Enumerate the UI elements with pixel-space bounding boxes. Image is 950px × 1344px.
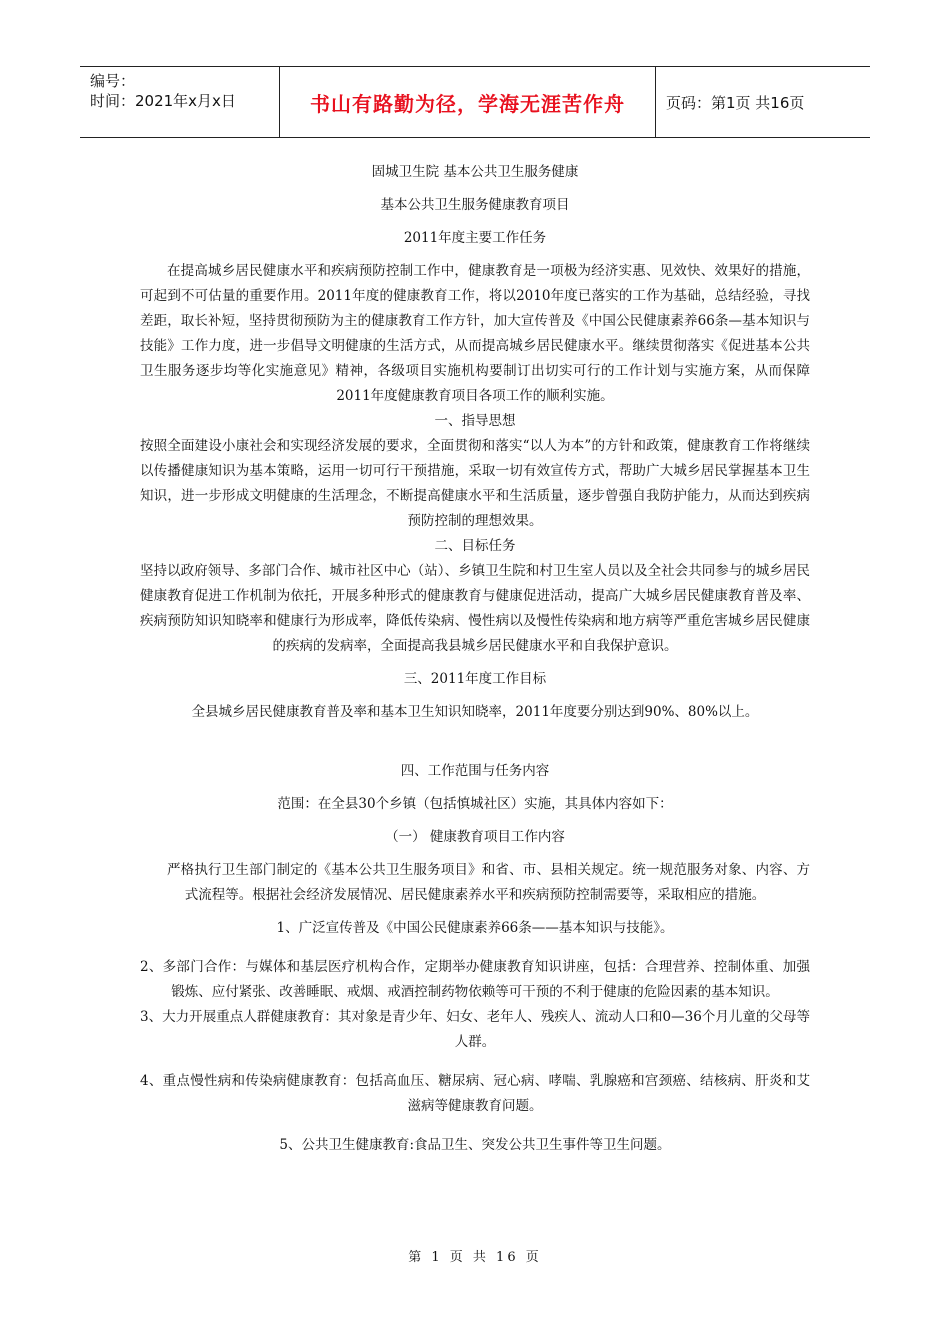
section-4-heading: 四、工作范围与任务内容 xyxy=(400,763,550,779)
section-3-heading: 三、2011年度工作目标 xyxy=(403,671,547,687)
header-date: 时间：2021年x月x日 xyxy=(90,92,236,110)
header-number-label: 编号： xyxy=(90,72,136,90)
section-4-paragraph: 严格执行卫生部门制定的《基本公共卫生服务项目》和省、市、县相关规定。统一规范服务对象、内容、方式流程等。根据社会经济发展情况、居民健康素养水平和疾病预防控制需要等，采取相应的措施。 xyxy=(167,862,810,903)
section-4-scope: 范围：在全县30个乡镇（包括慎城社区）实施，其具体内容如下： xyxy=(277,796,673,812)
doc-title-3: 2011年度主要工作任务 xyxy=(403,230,547,246)
list-item-4: 4、重点慢性病和传染病健康教育：包括高血压、糖尿病、冠心病、哮喘、乳腺癌和宫颈癌、结核病、肝炎和艾滋病等健康教育问题。 xyxy=(140,1073,810,1114)
section-4-subheading: （一） 健康教育项目工作内容 xyxy=(385,829,565,845)
list-item-1: 1、广泛宣传普及《中国公民健康素养66条——基本知识与技能》。 xyxy=(276,920,674,936)
doc-title-1: 固城卫生院 基本公共卫生服务健康 xyxy=(371,164,579,180)
page-header xyxy=(80,66,870,138)
section-2-text: 坚持以政府领导、多部门合作、城市社区中心（站）、乡镇卫生院和村卫生室人员以及全社会共同参与的城乡居民健康教育促进工作机制为依托，开展多种形式的健康教育与健康促进活动，提高广大城乡居民健康教育普及率、疾病预防知识知晓率和健康行为形成率，降低传染病、慢性病以及慢性传染病和地方病等严重危害城乡居民健康的疾病的发病率，全面提高我县城乡居民健康水平和自我保护意识。 xyxy=(140,563,810,654)
section-1-heading: 一、指导思想 xyxy=(434,413,516,429)
list-item-2: 2、多部门合作：与媒体和基层医疗机构合作，定期举办健康教育知识讲座，包括：合理营养、控制体重、加强锻炼、应付紧张、改善睡眠、戒烟、戒酒控制药物依赖等可干预的不利于健康的危险因素的基本知识。 xyxy=(140,959,810,1000)
header-motto: 书山有路勤为径，学海无涯苦作舟 xyxy=(280,67,656,137)
page-footer: 第 1 页 共 16 页 xyxy=(408,1250,542,1265)
section-3-text: 全县城乡居民健康教育普及率和基本卫生知识知晓率，2011年度要分别达到90%、80%以上。 xyxy=(191,704,759,720)
section-1-text: 按照全面建设小康社会和实现经济发展的要求，全面贯彻和落实“以人为本”的方针和政策，健康教育工作将继续以传播健康知识为基本策略，运用一切可行干预措施，采取一切有效宣传方式，帮助广大城乡居民掌握基本卫生知识，进一步形成文明健康的生活理念，不断提高健康水平和生活质量，逐步曾强自我防护能力，从而达到疾病预防控制的理想效果。 xyxy=(140,438,810,529)
section-2-heading: 二、目标任务 xyxy=(434,538,516,554)
list-item-3: 3、大力开展重点人群健康教育：其对象是青少年、妇女、老年人、残疾人、流动人口和0—36个月儿童的父母等人群。 xyxy=(140,1009,810,1050)
doc-title-2: 基本公共卫生服务健康教育项目 xyxy=(380,197,570,213)
intro-paragraph: 在提高城乡居民健康水平和疾病预防控制工作中，健康教育是一项极为经济实惠、见效快、效果好的措施，可起到不可估量的重要作用。2011年度的健康教育工作，将以2010年度已落实的工作为基础，总结经验，寻找差距，取长补短，坚持贯彻预防为主的健康教育工作方针，加大宣传普及《中国公民健康素养66条—基本知识与技能》工作力度，进一步倡导文明健康的生活方式，从而提高城乡居民健康水平。继续贯彻落实《促进基本公共卫生服务逐步均等化实施意见》精神，各级项目实施机构要制订出切实可行的工作计划与实施方案，从而保障2011年度健康教育项目各项工作的顺利实施。 xyxy=(140,263,810,404)
list-item-5: 5、公共卫生健康教育:食品卫生、突发公共卫生事件等卫生问题。 xyxy=(279,1137,671,1153)
header-page-info: 页码：第1页 共16页 xyxy=(666,93,805,112)
header-meta xyxy=(80,67,280,137)
document-body xyxy=(140,160,810,1158)
